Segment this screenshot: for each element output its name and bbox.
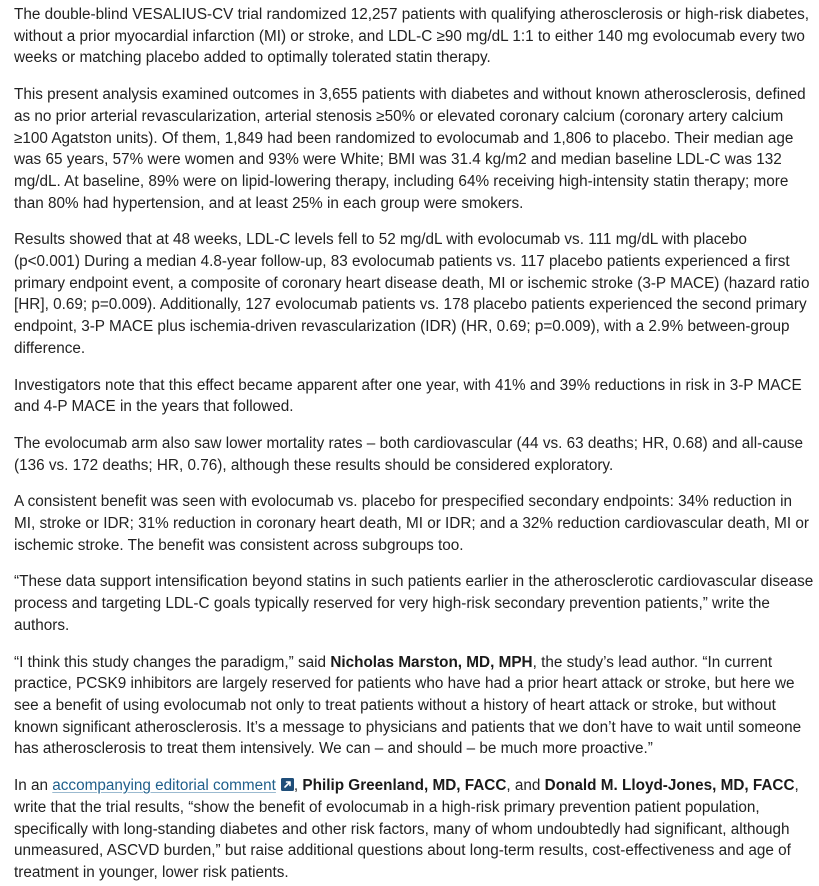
editorial-comment-link[interactable]: accompanying editorial comment xyxy=(52,777,276,795)
lead-author-name: Nicholas Marston, MD, MPH xyxy=(330,653,533,671)
quote-intro: “I think this study changes the paradigm,” said xyxy=(14,653,331,671)
paragraph-mortality: The evolocumab arm also saw lower mortality rates – both cardiovascular (44 vs. 63 deaths; HR, 0.68) and all-cause (136 vs. 172 deaths; HR, 0.76), although these results should be considered exploratory. xyxy=(14,434,804,474)
paragraph-secondary-endpoints: A consistent benefit was seen with evolocumab vs. placebo for prespecified secondary endpoints: 34% reduction in MI, stroke or IDR; 31% reduction in coronary heart death, MI or IDR; and a 32% reduction cardiovascular death, MI or ischemic stroke. The benefit was consistent across subgroups too. xyxy=(14,493,809,554)
editorial-author-2: Donald M. Lloyd-Jones, MD, FACC xyxy=(544,777,795,795)
editorial-body: , write that the trial results, “show the benefit of evolocumab in a high-risk primary prevention patient population, specifically with long-standing diabetes and other risk factors, many of whom undoubtedly had significant, although unmeasured, ASCVD burden,” but raise additional questions about long-term results, cost-effectiveness and age of treatment in younger, lower risk patients. xyxy=(14,777,799,881)
external-link-icon[interactable] xyxy=(281,778,294,791)
article-body xyxy=(14,4,814,884)
editorial-intro: In an xyxy=(14,777,53,795)
paragraph-trial-design: The double-blind VESALIUS-CV trial randomized 12,257 patients with qualifying atherosclerosis or high-risk diabetes, without a prior myocardial infarction (MI) or stroke, and LDL-C ≥90 mg/dL 1:1 to either 140 mg evolocumab every two weeks or matching placebo added to optimally tolerated statin therapy. xyxy=(14,6,810,67)
editorial-separator: , xyxy=(293,777,303,795)
paragraph-population: This present analysis examined outcomes in 3,655 patients with diabetes and without known atherosclerosis, defined as no prior arterial revascularization, arterial stenosis ≥50% or elevated coronary calcium (coronary artery calcium ≥100 Agatston units). Of them, 1,849 had been randomized to evolocumab and 1,806 to placebo. Their median age was 65 years, 57% were women and 93% were White; BMI was 31.4 kg/m2 and median baseline LDL-C was 132 mg/dL. At baseline, 89% were on lipid-lowering therapy, including 64% receiving high-intensity statin therapy; more than 80% had hypertension, and at least 25% in each group were smokers. xyxy=(14,86,806,212)
quote-body: , the study’s lead author. “In current practice, PCSK9 inhibitors are largely reserved for patients who have had a prior heart attack or stroke, but here we see a benefit of using evolocumab not only to treat patients without a history of heart attack or stroke, but without known significant atherosclerosis. It’s a message to physicians and patients that we don’t have to wait until someone has atherosclerosis to treat them intensively. We can – and should – be much more proactive.” xyxy=(14,653,802,758)
paragraph-authors-quote: “These data support intensification beyond statins in such patients earlier in the atherosclerotic cardiovascular disease process and targeting LDL-C goals typically reserved for very high-risk secondary prevention patients,” write the authors. xyxy=(14,573,814,634)
paragraph-editorial xyxy=(14,775,814,884)
paragraph-timing: Investigators note that this effect became apparent after one year, with 41% and 39% reductions in risk in 3-P MACE and 4-P MACE in the years that followed. xyxy=(14,376,802,416)
editorial-author-1: Philip Greenland, MD, FACC xyxy=(302,777,507,795)
paragraph-lead-author-quote xyxy=(14,652,814,761)
editorial-and: , and xyxy=(506,777,545,795)
paragraph-results: Results showed that at 48 weeks, LDL-C levels fell to 52 mg/dL with evolocumab vs. 111 mg/dL with placebo (p<0.001) During a median 4.8-year follow-up, 83 evolocumab patients vs. 117 placebo patients experienced a first primary endpoint event, a composite of coronary heart disease death, MI or ischemic stroke (3-P MACE) (hazard ratio [HR], 0.69; p=0.009). Additionally, 127 evolocumab patients vs. 178 placebo patients experienced the second primary endpoint, 3-P MACE plus ischemia-driven revascularization (IDR) (HR, 0.69; p=0.009), with a 2.9% between-group difference. xyxy=(14,231,810,357)
